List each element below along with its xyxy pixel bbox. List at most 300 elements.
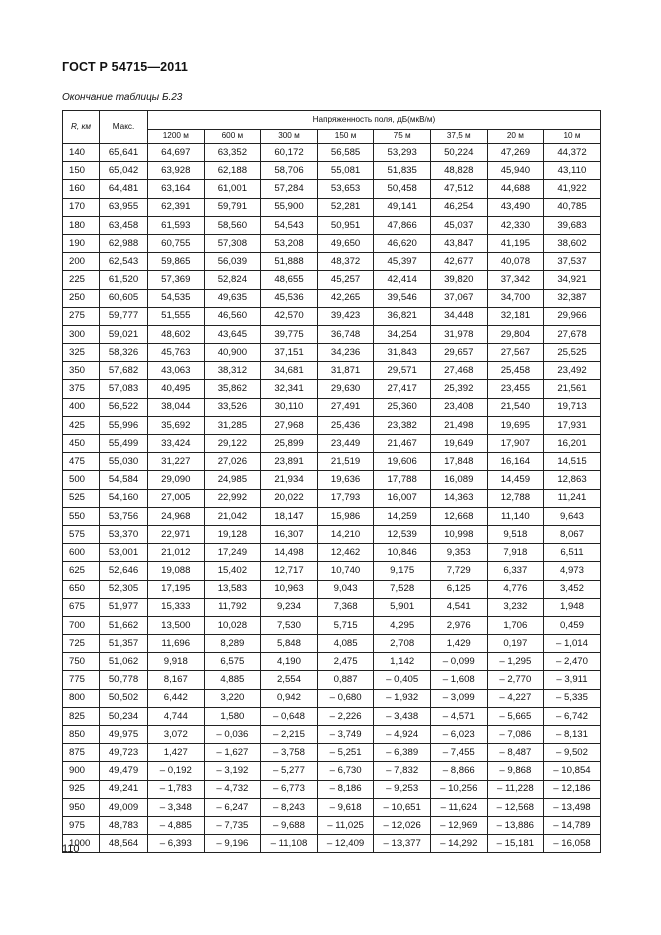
table-row	[63, 253, 601, 271]
value-cell: – 8,866	[430, 762, 487, 780]
max-cell: 53,001	[100, 544, 148, 562]
value-cell: 48,602	[148, 325, 205, 343]
value-cell: – 10,256	[430, 780, 487, 798]
value-cell: 63,928	[148, 162, 205, 180]
value-cell: 8,167	[148, 671, 205, 689]
value-cell: – 6,393	[148, 835, 205, 853]
value-cell: 38,602	[544, 234, 601, 252]
value-cell: 7,729	[430, 562, 487, 580]
value-cell: – 9,618	[317, 798, 374, 816]
table-row	[63, 635, 601, 653]
value-cell: 25,360	[374, 398, 431, 416]
value-cell: 56,039	[204, 253, 261, 271]
value-cell: 47,866	[374, 216, 431, 234]
max-cell: 55,499	[100, 435, 148, 453]
value-cell: 41,195	[487, 234, 544, 252]
distance-cell: 140	[63, 144, 100, 162]
value-cell: 34,254	[374, 325, 431, 343]
distance-cell: 675	[63, 598, 100, 616]
max-cell: 52,305	[100, 580, 148, 598]
value-cell: 6,442	[148, 689, 205, 707]
max-cell: 58,326	[100, 344, 148, 362]
max-cell: 59,777	[100, 307, 148, 325]
max-cell: 57,682	[100, 362, 148, 380]
distance-cell: 425	[63, 416, 100, 434]
value-cell: 49,141	[374, 198, 431, 216]
distance-cell: 575	[63, 525, 100, 543]
value-cell: 29,966	[544, 307, 601, 325]
value-cell: – 7,086	[487, 726, 544, 744]
value-cell: 39,820	[430, 271, 487, 289]
value-cell: 36,748	[317, 325, 374, 343]
value-cell: 46,620	[374, 234, 431, 252]
value-cell: 45,037	[430, 216, 487, 234]
value-cell: 42,414	[374, 271, 431, 289]
value-cell: 43,645	[204, 325, 261, 343]
value-cell: 34,700	[487, 289, 544, 307]
value-cell: 0,197	[487, 635, 544, 653]
value-cell: 0,942	[261, 689, 318, 707]
value-cell: 21,519	[317, 453, 374, 471]
value-cell: 50,458	[374, 180, 431, 198]
table-row	[63, 780, 601, 798]
value-cell: 9,518	[487, 525, 544, 543]
value-cell: 19,713	[544, 398, 601, 416]
value-cell: 1,580	[204, 707, 261, 725]
value-cell: 21,042	[204, 507, 261, 525]
value-cell: 17,848	[430, 453, 487, 471]
table-row	[63, 180, 601, 198]
distance-cell: 650	[63, 580, 100, 598]
value-cell: 60,172	[261, 144, 318, 162]
value-cell: 9,918	[148, 653, 205, 671]
value-cell: – 8,131	[544, 726, 601, 744]
table-row	[63, 671, 601, 689]
value-cell: – 5,251	[317, 744, 374, 762]
value-cell: 19,649	[430, 435, 487, 453]
table-row	[63, 344, 601, 362]
max-cell: 63,458	[100, 216, 148, 234]
value-cell: 10,963	[261, 580, 318, 598]
max-cell: 51,977	[100, 598, 148, 616]
value-cell: 40,078	[487, 253, 544, 271]
value-cell: – 12,409	[317, 835, 374, 853]
value-cell: 30,110	[261, 398, 318, 416]
value-cell: 38,312	[204, 362, 261, 380]
value-cell: – 3,749	[317, 726, 374, 744]
table-row	[63, 653, 601, 671]
value-cell: 46,254	[430, 198, 487, 216]
value-cell: 11,241	[544, 489, 601, 507]
value-cell: 16,089	[430, 471, 487, 489]
value-cell: 3,220	[204, 689, 261, 707]
distance-cell: 190	[63, 234, 100, 252]
value-cell: 17,793	[317, 489, 374, 507]
value-cell: 45,763	[148, 344, 205, 362]
value-cell: 19,695	[487, 416, 544, 434]
value-cell: 40,785	[544, 198, 601, 216]
value-cell: 53,293	[374, 144, 431, 162]
value-cell: 29,571	[374, 362, 431, 380]
value-cell: 1,429	[430, 635, 487, 653]
value-cell: – 13,886	[487, 816, 544, 834]
value-cell: – 10,854	[544, 762, 601, 780]
distance-cell: 700	[63, 616, 100, 634]
value-cell: 2,475	[317, 653, 374, 671]
value-cell: 63,164	[148, 180, 205, 198]
value-cell: 40,900	[204, 344, 261, 362]
value-cell: 23,449	[317, 435, 374, 453]
value-cell: 39,775	[261, 325, 318, 343]
header-r-km: R, км	[63, 111, 100, 144]
value-cell: 37,067	[430, 289, 487, 307]
value-cell: 43,110	[544, 162, 601, 180]
value-cell: – 13,498	[544, 798, 601, 816]
max-cell: 53,756	[100, 507, 148, 525]
distance-cell: 975	[63, 816, 100, 834]
table-row	[63, 307, 601, 325]
table-row	[63, 707, 601, 725]
value-cell: 21,934	[261, 471, 318, 489]
value-cell: 16,201	[544, 435, 601, 453]
value-cell: 17,931	[544, 416, 601, 434]
table-row	[63, 689, 601, 707]
value-cell: 14,498	[261, 544, 318, 562]
table-row	[63, 507, 601, 525]
value-cell: 59,791	[204, 198, 261, 216]
value-cell: 60,755	[148, 234, 205, 252]
header-height: 1200 м	[148, 130, 205, 144]
value-cell: 37,537	[544, 253, 601, 271]
value-cell: 27,417	[374, 380, 431, 398]
value-cell: – 6,730	[317, 762, 374, 780]
value-cell: – 11,624	[430, 798, 487, 816]
value-cell: – 9,502	[544, 744, 601, 762]
value-cell: 4,190	[261, 653, 318, 671]
value-cell: 42,570	[261, 307, 318, 325]
value-cell: 27,678	[544, 325, 601, 343]
value-cell: 15,402	[204, 562, 261, 580]
value-cell: – 6,773	[261, 780, 318, 798]
value-cell: 49,635	[204, 289, 261, 307]
value-cell: 1,427	[148, 744, 205, 762]
value-cell: 34,236	[317, 344, 374, 362]
value-cell: – 0,099	[430, 653, 487, 671]
value-cell: 56,585	[317, 144, 374, 162]
value-cell: 43,847	[430, 234, 487, 252]
value-cell: 4,744	[148, 707, 205, 725]
value-cell: – 12,026	[374, 816, 431, 834]
table-row	[63, 598, 601, 616]
value-cell: 7,918	[487, 544, 544, 562]
value-cell: – 2,226	[317, 707, 374, 725]
value-cell: 31,843	[374, 344, 431, 362]
value-cell: 21,498	[430, 416, 487, 434]
value-cell: 48,828	[430, 162, 487, 180]
value-cell: 19,636	[317, 471, 374, 489]
distance-cell: 775	[63, 671, 100, 689]
value-cell: 40,495	[148, 380, 205, 398]
value-cell: 8,067	[544, 525, 601, 543]
value-cell: 52,281	[317, 198, 374, 216]
header-field-strength: Напряженность поля, дБ(мкВ/м)	[148, 111, 601, 130]
value-cell: 58,706	[261, 162, 318, 180]
distance-cell: 625	[63, 562, 100, 580]
value-cell: – 6,023	[430, 726, 487, 744]
value-cell: 27,026	[204, 453, 261, 471]
value-cell: 4,541	[430, 598, 487, 616]
table-row	[63, 162, 601, 180]
value-cell: 25,458	[487, 362, 544, 380]
max-cell: 48,564	[100, 835, 148, 853]
max-cell: 48,783	[100, 816, 148, 834]
value-cell: 14,515	[544, 453, 601, 471]
value-cell: 3,232	[487, 598, 544, 616]
value-cell: – 7,455	[430, 744, 487, 762]
value-cell: 7,528	[374, 580, 431, 598]
value-cell: – 8,487	[487, 744, 544, 762]
value-cell: 6,511	[544, 544, 601, 562]
value-cell: 10,028	[204, 616, 261, 634]
table-body	[63, 144, 601, 853]
value-cell: 53,653	[317, 180, 374, 198]
value-cell: 48,372	[317, 253, 374, 271]
value-cell: – 3,758	[261, 744, 318, 762]
max-cell: 49,009	[100, 798, 148, 816]
value-cell: – 4,571	[430, 707, 487, 725]
value-cell: 31,285	[204, 416, 261, 434]
value-cell: 41,922	[544, 180, 601, 198]
value-cell: 37,342	[487, 271, 544, 289]
value-cell: 45,536	[261, 289, 318, 307]
table-row	[63, 816, 601, 834]
value-cell: 22,971	[148, 525, 205, 543]
value-cell: – 14,789	[544, 816, 601, 834]
value-cell: 2,976	[430, 616, 487, 634]
value-cell: 57,284	[261, 180, 318, 198]
value-cell: – 9,196	[204, 835, 261, 853]
value-cell: – 1,608	[430, 671, 487, 689]
value-cell: – 4,885	[148, 816, 205, 834]
value-cell: – 4,227	[487, 689, 544, 707]
header-height: 20 м	[487, 130, 544, 144]
table-row	[63, 744, 601, 762]
value-cell: – 0,680	[317, 689, 374, 707]
value-cell: – 9,253	[374, 780, 431, 798]
value-cell: 4,085	[317, 635, 374, 653]
distance-cell: 475	[63, 453, 100, 471]
value-cell: – 8,243	[261, 798, 318, 816]
distance-cell: 250	[63, 289, 100, 307]
value-cell: 11,792	[204, 598, 261, 616]
value-cell: 43,490	[487, 198, 544, 216]
value-cell: 6,125	[430, 580, 487, 598]
value-cell: 0,887	[317, 671, 374, 689]
distance-cell: 900	[63, 762, 100, 780]
value-cell: – 6,247	[204, 798, 261, 816]
value-cell: 1,706	[487, 616, 544, 634]
value-cell: 36,821	[374, 307, 431, 325]
distance-cell: 950	[63, 798, 100, 816]
value-cell: 25,436	[317, 416, 374, 434]
value-cell: 17,788	[374, 471, 431, 489]
table-row	[63, 489, 601, 507]
value-cell: 32,387	[544, 289, 601, 307]
value-cell: 10,998	[430, 525, 487, 543]
value-cell: 29,090	[148, 471, 205, 489]
header-max: Макс.	[100, 111, 148, 144]
value-cell: 16,007	[374, 489, 431, 507]
table-row	[63, 216, 601, 234]
max-cell: 63,955	[100, 198, 148, 216]
value-cell: 2,554	[261, 671, 318, 689]
value-cell: 21,561	[544, 380, 601, 398]
value-cell: 9,043	[317, 580, 374, 598]
value-cell: 2,708	[374, 635, 431, 653]
value-cell: 16,307	[261, 525, 318, 543]
distance-cell: 1000	[63, 835, 100, 853]
max-cell: 60,605	[100, 289, 148, 307]
value-cell: 7,530	[261, 616, 318, 634]
table-row	[63, 435, 601, 453]
value-cell: 53,208	[261, 234, 318, 252]
value-cell: 23,455	[487, 380, 544, 398]
header-height: 600 м	[204, 130, 261, 144]
value-cell: 61,593	[148, 216, 205, 234]
distance-cell: 525	[63, 489, 100, 507]
value-cell: – 14,292	[430, 835, 487, 853]
value-cell: 29,630	[317, 380, 374, 398]
value-cell: 42,677	[430, 253, 487, 271]
distance-cell: 550	[63, 507, 100, 525]
value-cell: – 2,215	[261, 726, 318, 744]
value-cell: 5,715	[317, 616, 374, 634]
distance-cell: 225	[63, 271, 100, 289]
value-cell: 51,888	[261, 253, 318, 271]
value-cell: 44,372	[544, 144, 601, 162]
value-cell: 42,330	[487, 216, 544, 234]
value-cell: 51,835	[374, 162, 431, 180]
value-cell: 31,871	[317, 362, 374, 380]
value-cell: 1,142	[374, 653, 431, 671]
value-cell: 46,560	[204, 307, 261, 325]
distance-cell: 450	[63, 435, 100, 453]
value-cell: 25,525	[544, 344, 601, 362]
table-row	[63, 525, 601, 543]
distance-cell: 200	[63, 253, 100, 271]
value-cell: 24,985	[204, 471, 261, 489]
value-cell: 14,259	[374, 507, 431, 525]
value-cell: 21,467	[374, 435, 431, 453]
value-cell: 33,526	[204, 398, 261, 416]
value-cell: – 3,348	[148, 798, 205, 816]
value-cell: 50,224	[430, 144, 487, 162]
distance-cell: 160	[63, 180, 100, 198]
value-cell: 9,353	[430, 544, 487, 562]
value-cell: 27,567	[487, 344, 544, 362]
value-cell: 32,341	[261, 380, 318, 398]
max-cell: 55,030	[100, 453, 148, 471]
distance-cell: 275	[63, 307, 100, 325]
value-cell: – 3,192	[204, 762, 261, 780]
header-height: 150 м	[317, 130, 374, 144]
max-cell: 62,988	[100, 234, 148, 252]
value-cell: 55,081	[317, 162, 374, 180]
value-cell: – 5,665	[487, 707, 544, 725]
value-cell: 17,249	[204, 544, 261, 562]
value-cell: 11,140	[487, 507, 544, 525]
value-cell: 35,692	[148, 416, 205, 434]
distance-cell: 170	[63, 198, 100, 216]
table-row	[63, 762, 601, 780]
value-cell: – 5,335	[544, 689, 601, 707]
value-cell: 12,717	[261, 562, 318, 580]
value-cell: – 9,688	[261, 816, 318, 834]
value-cell: – 4,732	[204, 780, 261, 798]
value-cell: 23,408	[430, 398, 487, 416]
value-cell: 5,848	[261, 635, 318, 653]
value-cell: 57,369	[148, 271, 205, 289]
value-cell: – 1,932	[374, 689, 431, 707]
value-cell: 49,650	[317, 234, 374, 252]
value-cell: 21,012	[148, 544, 205, 562]
value-cell: 4,885	[204, 671, 261, 689]
value-cell: 54,535	[148, 289, 205, 307]
value-cell: – 9,868	[487, 762, 544, 780]
value-cell: – 5,277	[261, 762, 318, 780]
value-cell: 58,560	[204, 216, 261, 234]
table-row	[63, 380, 601, 398]
value-cell: 34,681	[261, 362, 318, 380]
value-cell: 44,688	[487, 180, 544, 198]
value-cell: 47,512	[430, 180, 487, 198]
value-cell: 29,122	[204, 435, 261, 453]
value-cell: 12,863	[544, 471, 601, 489]
value-cell: 8,289	[204, 635, 261, 653]
value-cell: 45,397	[374, 253, 431, 271]
value-cell: 50,951	[317, 216, 374, 234]
table-row	[63, 562, 601, 580]
distance-cell: 400	[63, 398, 100, 416]
max-cell: 56,522	[100, 398, 148, 416]
value-cell: 10,740	[317, 562, 374, 580]
value-cell: 52,824	[204, 271, 261, 289]
value-cell: 19,606	[374, 453, 431, 471]
table-row	[63, 471, 601, 489]
value-cell: 11,696	[148, 635, 205, 653]
value-cell: 39,546	[374, 289, 431, 307]
value-cell: 23,492	[544, 362, 601, 380]
table-row	[63, 726, 601, 744]
value-cell: – 2,470	[544, 653, 601, 671]
value-cell: – 15,181	[487, 835, 544, 853]
table-row	[63, 325, 601, 343]
value-cell: 45,257	[317, 271, 374, 289]
header-height: 300 м	[261, 130, 318, 144]
table-caption: Окончание таблицы Б.23	[62, 92, 183, 103]
value-cell: 25,392	[430, 380, 487, 398]
max-cell: 49,479	[100, 762, 148, 780]
value-cell: – 1,627	[204, 744, 261, 762]
max-cell: 65,042	[100, 162, 148, 180]
value-cell: – 0,192	[148, 762, 205, 780]
value-cell: 12,462	[317, 544, 374, 562]
value-cell: 13,500	[148, 616, 205, 634]
distance-cell: 800	[63, 689, 100, 707]
value-cell: 57,308	[204, 234, 261, 252]
value-cell: 27,491	[317, 398, 374, 416]
value-cell: 1,948	[544, 598, 601, 616]
